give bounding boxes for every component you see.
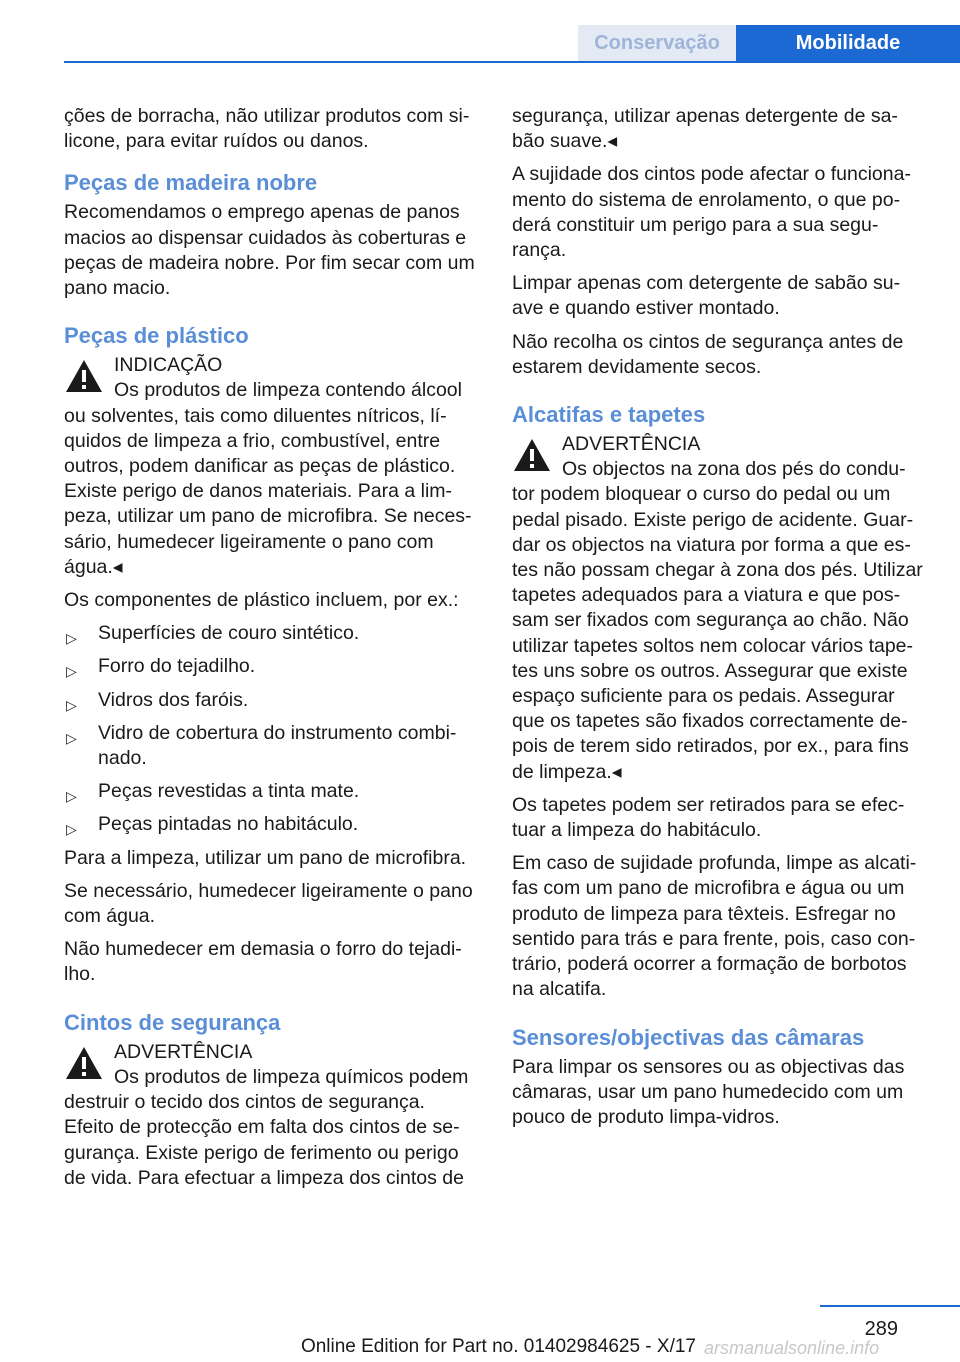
intro-paragraph: ções de borracha, não utilizar produtos com si- licone, para evitar ruídos ou danos. — [64, 105, 470, 153]
notice-first-line: Os produtos de limpeza contendo álcool — [114, 379, 462, 402]
edition-line: Online Edition for Part no. 01402984625 - X/17 — [300, 1336, 696, 1357]
plastic-heading: Peças de plástico — [64, 323, 249, 349]
sensors-heading: Sensores/objectivas das câmaras — [512, 1024, 865, 1050]
right-column — [512, 104, 930, 1138]
warning-icon — [512, 436, 552, 474]
wood-paragraph: Recomendamos o emprego apenas de panos macios ao dispensar cuidados às coberturas e peças de madeira nobre. Por fim secar com um pano macio. — [64, 201, 475, 300]
warning-icon — [64, 357, 104, 395]
tab-mobilidade[interactable]: Mobilidade — [736, 25, 960, 61]
mats-heading: Alcatifas e tapetes — [512, 402, 706, 428]
triangle-bullet-icon: ▷ — [66, 788, 77, 805]
list-item: ▷ Superfícies de couro sintético. — [64, 621, 482, 646]
notice-text: destruir o tecido dos cintos de segurança. Efeito de protecção em falta dos cintos de se- gurança. Existe perigo de ferimento ou perigo de vida. Para efectuar a limpeza dos cintos de — [64, 1091, 464, 1189]
triangle-bullet-icon: ▷ — [66, 729, 77, 746]
tab-conservacao[interactable]: Conservação — [578, 25, 736, 61]
sensors-paragraph: Para limpar os sensores ou as objectivas das câmaras, usar um pano humedecido com um pouco de produto limpa-vidros. — [512, 1055, 905, 1128]
paragraph: A sujidade dos cintos pode afectar o funciona- mento do sistema de enrolamento, o que po- derá constituir um perigo para a sua segu- rança. — [512, 163, 911, 262]
paragraph: Não humedecer em demasia o forro do tejadi- lho. — [64, 938, 462, 986]
paragraph: Os tapetes podem ser retirados para se efec- tuar a limpeza do habitáculo. — [512, 793, 905, 842]
warning-icon — [64, 1044, 104, 1082]
continued-paragraph: segurança, utilizar apenas detergente de sa- bão suave.◂ — [512, 105, 898, 153]
left-column — [64, 104, 482, 1199]
page-number: 289 — [864, 1318, 898, 1340]
mats-notice — [512, 432, 930, 785]
paragraph: Se necessário, humedecer ligeiramente o pano com água. — [64, 879, 473, 928]
notice-label: ADVERTÊNCIA — [114, 1040, 253, 1063]
paragraph: Limpar apenas com detergente de sabão su- ave e quando estiver montado. — [512, 272, 901, 320]
paragraph: Para a limpeza, utilizar um pano de microfibra. — [64, 846, 467, 869]
list-item: ▷ Vidro de cobertura do instrumento combi- nado. — [66, 721, 457, 770]
plastic-notice — [64, 353, 482, 580]
triangle-bullet-icon: ▷ — [66, 696, 77, 713]
triangle-bullet-icon: ▷ — [66, 663, 77, 680]
belts-heading: Cintos de segurança — [64, 1009, 281, 1035]
wood-heading: Peças de madeira nobre — [64, 170, 318, 196]
notice-label: ADVERTÊNCIA — [562, 433, 701, 456]
notice-first-line: Os produtos de limpeza químicos podem — [114, 1065, 469, 1088]
header-rule — [64, 61, 960, 63]
paragraph: Em caso de sujidade profunda, limpe as alcati- fas com um pano de microfibra e água ou um produto de limpeza para têxteis. Esfregar no sentido para trás e para frente, pois, caso con- trário, poderá ocorrer a formação de borbotos na alcatifa. — [512, 852, 917, 1001]
triangle-bullet-icon: ▷ — [66, 821, 77, 838]
paragraph: Não recolha os cintos de segurança antes de estarem devidamente secos. — [512, 330, 904, 378]
notice-label: INDICAÇÃO — [114, 354, 223, 377]
list-item: ▷ Peças revestidas a tinta mate. — [64, 779, 482, 804]
components-list — [64, 621, 482, 837]
footer-rule — [820, 1305, 960, 1307]
components-intro: Os componentes de plástico incluem, por ex.: — [64, 589, 459, 612]
page-header — [0, 0, 960, 64]
notice-first-line: Os objectos na zona dos pés do condu- — [562, 458, 906, 481]
notice-text: tor podem bloquear o curso do pedal ou um pedal pisado. Existe perigo de acidente. Guar- dar os objectos na viatura por forma a que es- tes não possam chegar à zona dos pés. Utilizar tapetes adequados para a viatura e que pos- sam ser fixados com segurança ao chão. Não utilizar tapetes soltos nem colocar vários tape- tes uns sobre os outros. Assegurar que existe espaço suficiente para os pedais. Assegurar que os tapetes são fixados correctamente de- pois de terem sido retirados, por ex., para fins de limpeza.◂ — [512, 483, 923, 783]
belts-notice — [64, 1040, 482, 1191]
list-item: ▷ Vidros dos faróis. — [64, 688, 482, 713]
watermark: arsmanualsonline.info — [704, 1338, 880, 1358]
triangle-bullet-icon: ▷ — [66, 630, 77, 647]
notice-text: ou solventes, tais como diluentes nítricos, lí- quidos de limpeza a frio, combustível, entre outros, podem danificar as peças de plástico. Existe perigo de danos materiais. Para a lim- peza, utilizar um pano de microfibra. Se neces- sário, humedecer ligeiramente o pano com água.◂ — [64, 404, 472, 578]
list-item: ▷ Forro do tejadilho. — [64, 654, 482, 679]
list-item: ▷ Peças pintadas no habitáculo. — [64, 812, 482, 837]
